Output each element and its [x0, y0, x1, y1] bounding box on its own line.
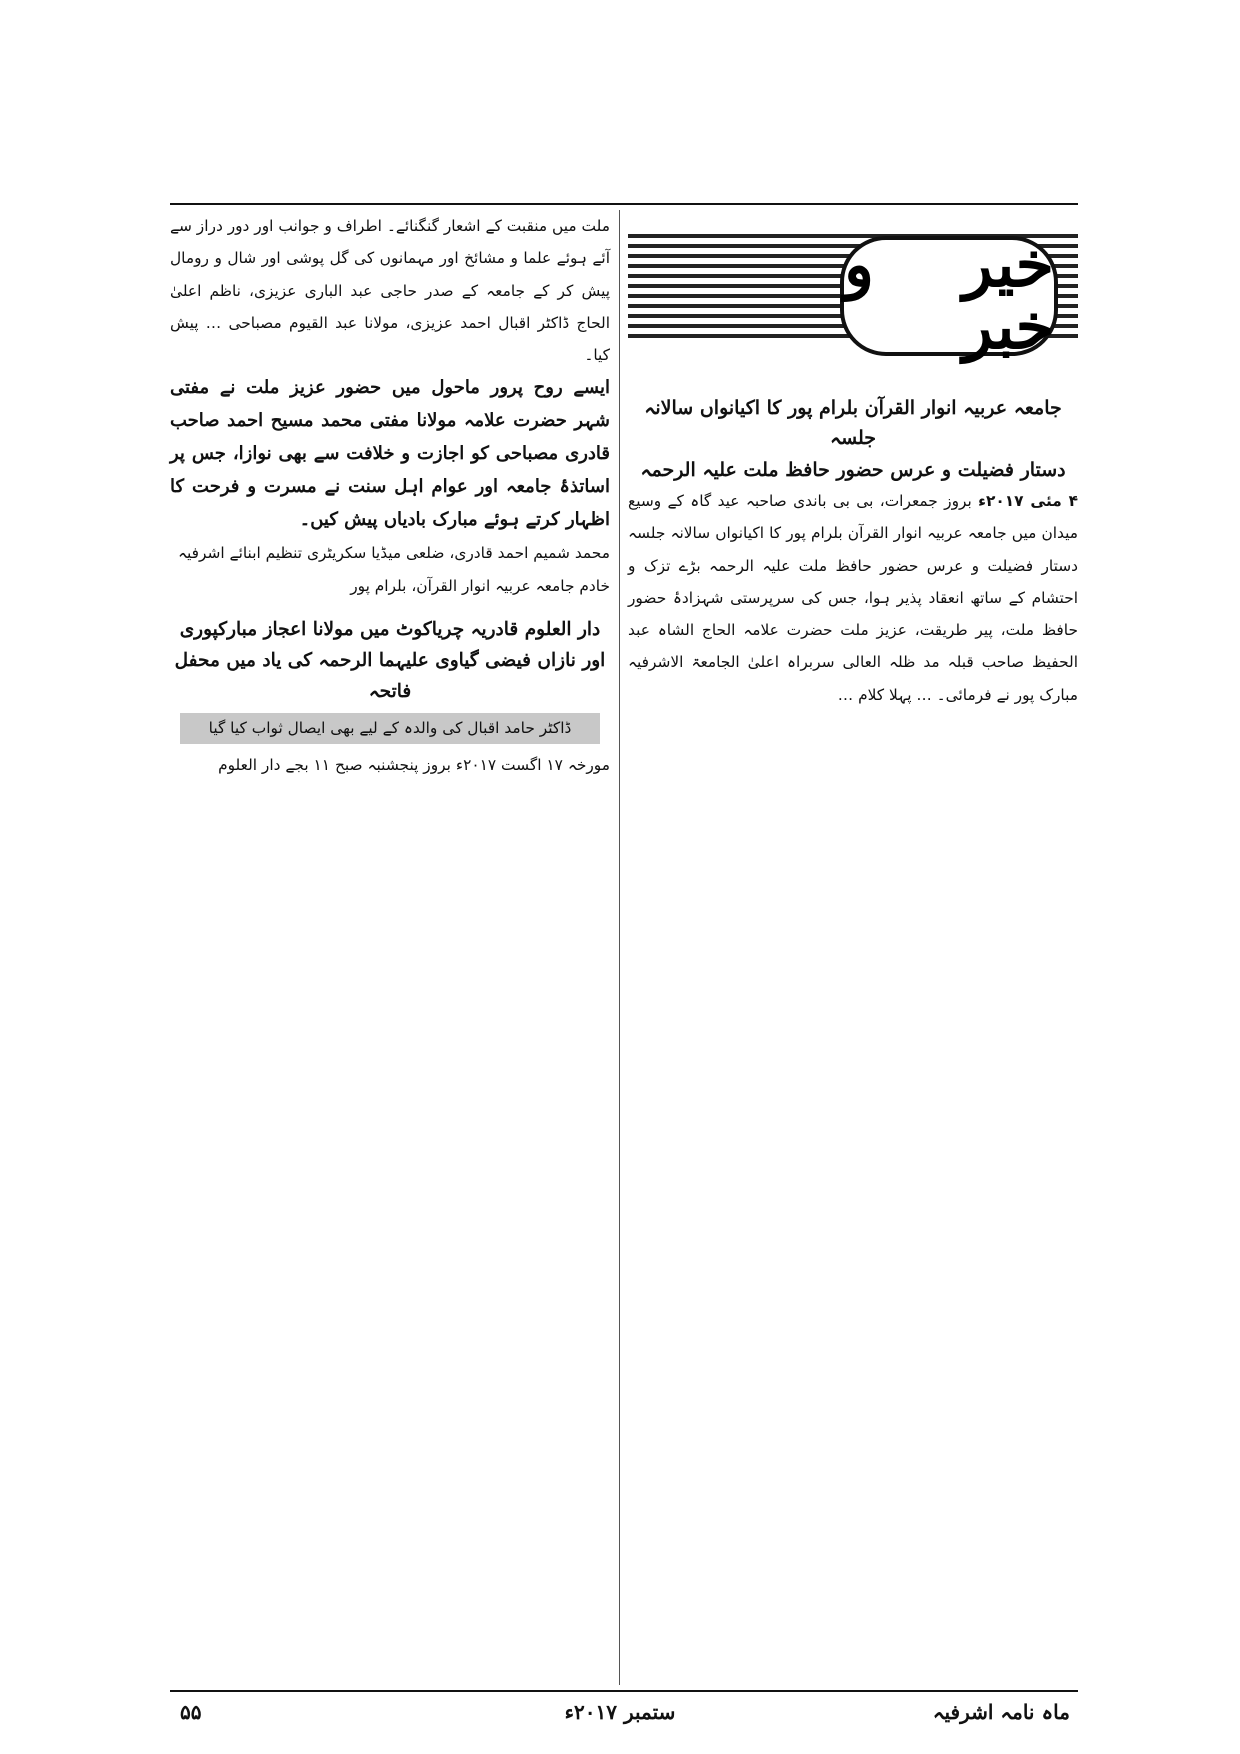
footer-issue-date: ستمبر ۲۰۱۷ء [564, 1700, 676, 1724]
author-affiliation: خادم جامعہ عربیہ انوار القرآن، بلرام پور [350, 577, 610, 596]
second-article-highlight: ڈاکٹر حامد اقبال کی والدہ کے لیے بھی ایصال ثواب کیا گیا [180, 713, 600, 744]
second-article-headline-line1: دار العلوم قادریہ چریاکوٹ میں مولانا اعجاز مبارکپوری [179, 619, 601, 641]
masthead [628, 216, 1078, 391]
footer-magazine-name: ماہ نامہ اشرفیہ [932, 1700, 1070, 1724]
left-column [170, 210, 610, 1685]
masthead-logo-box [840, 228, 1058, 363]
article-date: ۴ مئی ۲۰۱۷ء [978, 492, 1078, 510]
article-paragraph: بروز جمعرات، بی بی باندی صاحبہ عید گاہ کے وسیع میدان میں جامعہ عربیہ انوار القرآن بلرام پور کا اکیانواں سالانہ جلسہ دستار فضیلت و عرس حضور حافظ ملت علیہ الرحمہ بڑے تزک و احتشام کے ساتھ انعقاد پذیر ہوا، جس کی سرپرستی شہزادۂ حضور حافظ ملت، پیر طریقت، عزیز ملت حضرت علامہ الحاج الشاہ عبد الحفیظ صاحب قبلہ مد ظلہ العالی سربراہ اعلیٰ الجامعۃ الاشرفیہ مبارک پور نے فرمائی۔ … پہلا کلام … [628, 492, 1078, 704]
author-signature: محمد شمیم احمد قادری، ضلعی میڈیا سکریٹری تنظیم ابنائے اشرفیہ [177, 544, 610, 563]
second-article-headline [170, 614, 610, 707]
second-article-headline-line2: اور نازاں فیضی گیاوی علیہما الرحمہ کی یاد میں محفل فاتحہ [174, 650, 606, 703]
bottom-rule [170, 1690, 1078, 1692]
column-separator [619, 210, 620, 1685]
top-rule [170, 203, 1078, 205]
article-body [628, 485, 1078, 711]
article-subheadline: دستار فضیلت و عرس حضور حافظ ملت علیہ الرحمہ [640, 459, 1066, 481]
footer-page-number: ۵۵ [180, 1700, 202, 1724]
article-bold-paragraph: ایسے روح پرور ماحول میں حضور عزیز ملت نے مفتی شہر حضرت علامہ مولانا مفتی محمد مسیح احمد صاحب قادری مصباحی کو اجازت و خلافت سے بھی نوازا، جس پر اساتذۂ جامعہ اور عوام اہل سنت نے مسرت و فرحت کا اظہار کرتے ہوئے مبارک بادیاں پیش کیں۔ [170, 377, 610, 531]
second-article-intro: مورخہ ۱۷ اگست ۲۰۱۷ء بروز پنجشنبہ صبح ۱۱ بجے دار العلوم [218, 756, 610, 775]
masthead-title: خیر و خبر [844, 228, 1054, 363]
article-headline: جامعہ عربیہ انوار القرآن بلرام پور کا اکیانواں سالانہ جلسہ [644, 397, 1062, 449]
right-column [628, 210, 1078, 1685]
article-continuation: ملت میں منقبت کے اشعار گنگنائے۔ اطراف و جوانب اور دور دراز سے آئے ہوئے علما و مشائخ اور مہمانوں کی گل پوشی اور شال و رومال پیش کر کے جامعہ کے صدر حاجی عبد الباری عزیزی، ناظم اعلیٰ الحاج ڈاکٹر اقبال احمد عزیزی، مولانا عبد القیوم مصباحی … پیش کیا۔ [170, 217, 610, 365]
